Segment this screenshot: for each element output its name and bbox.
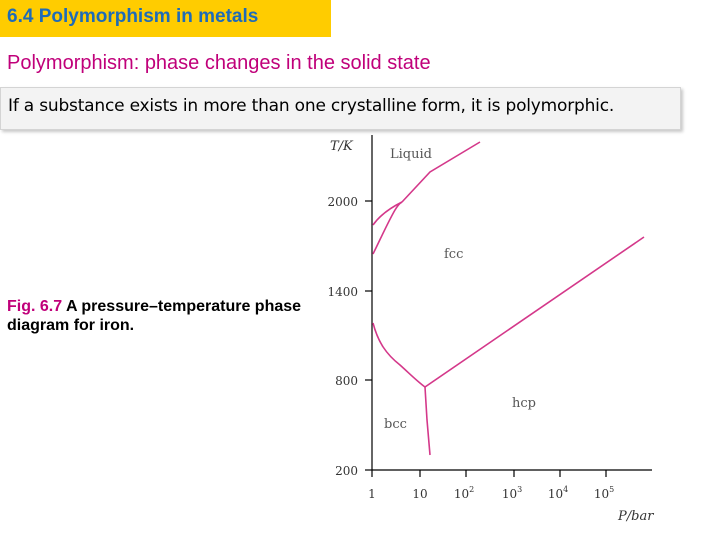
bcc-hcp-boundary: [425, 387, 430, 455]
definition-text: If a substance exists in more than one crystalline form, it is polymorphic.: [8, 96, 615, 116]
x-tick-label: $10^3$: [501, 485, 523, 501]
x-tick-label: $10^4$: [547, 485, 569, 501]
definition-box: [0, 87, 681, 130]
title-box: [0, 0, 331, 37]
region-label-bcc: bcc: [384, 417, 407, 432]
x-tick-label: 10: [412, 487, 428, 501]
phase-diagram: [300, 130, 680, 530]
y-tick-label: 200: [335, 464, 358, 478]
y-axis-title: T/K: [330, 139, 353, 154]
y-tick-label: 800: [335, 374, 358, 388]
y-tick-label: 2000: [327, 195, 358, 209]
x-tick-label: 1: [368, 487, 376, 501]
y-tick-label: 1400: [327, 285, 358, 299]
slide-title: 6.4 Polymorphism in metals: [7, 6, 259, 27]
x-tick-label: $10^5$: [593, 485, 615, 501]
slide-subtitle: Polymorphism: phase changes in the solid state: [7, 52, 431, 74]
region-label-hcp: hcp: [512, 396, 536, 411]
region-label-fcc: fcc: [444, 247, 464, 262]
bcc-fcc-boundary: [373, 323, 425, 387]
figure-caption: [7, 297, 307, 335]
x-tick-label: $10^2$: [453, 485, 475, 501]
region-label-liquid: Liquid: [390, 147, 432, 162]
figure-caption-text: A pressure–temperature phase diagram for iron.: [7, 298, 302, 334]
figure-label: Fig. 6.7: [7, 298, 63, 315]
x-axis-title: P/bar: [618, 509, 654, 524]
